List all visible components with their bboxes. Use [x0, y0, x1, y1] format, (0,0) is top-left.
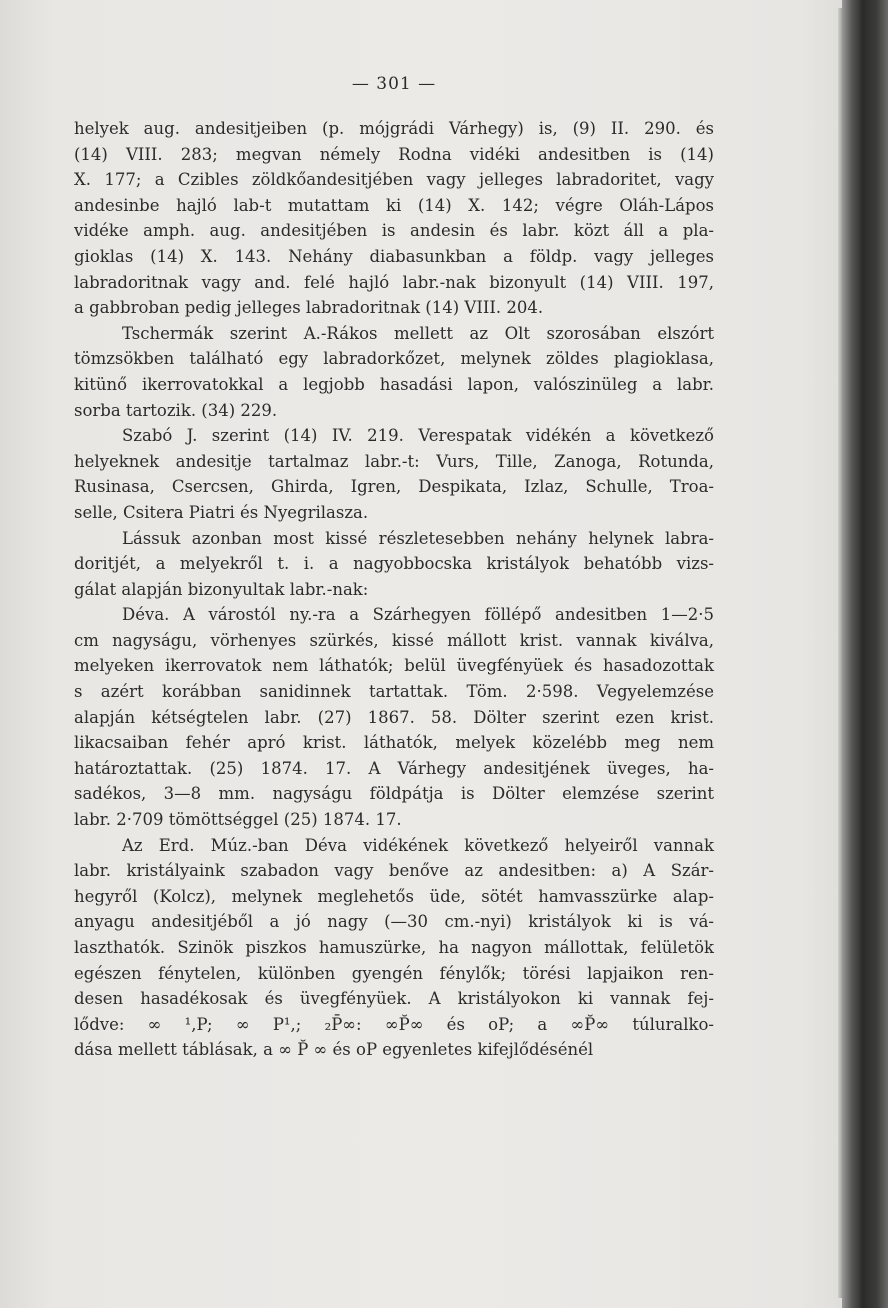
paragraph — [74, 526, 714, 603]
text-line: tömzsökben található egy labradorkőzet, melynek zöldes plagioklasa, — [74, 349, 714, 369]
text-line: lődve: ∞ ¹,P; ∞ P¹,; ₂P̄∞: ∞P̆∞ és oP; a ∞P̆∞ túluralko- — [74, 1014, 714, 1034]
text-line: helyek aug. andesitjeiben (p. mójgrádi Várhegy) is, (9) II. 290. és — [74, 119, 714, 138]
text-line: sadékos, 3—8 mm. nagyságu földpátja is Dölter elemzése szerint — [74, 784, 714, 804]
text-line: határoztattak. (25) 1874. 17. A Várhegy andesitjének üveges, ha- — [74, 758, 714, 778]
text-line: selle, Csitera Piatri és Nyegrilasza. — [74, 502, 369, 522]
text-line: Tschermák szerint A.-Rákos mellett az Olt szorosában elszórt — [122, 323, 714, 343]
text-line: labradoritnak vagy and. felé hajló labr.-nak bizonyult (14) VIII. 197, — [74, 272, 714, 292]
paragraph — [74, 423, 714, 525]
text-line: Az Erd. Múz.-ban Déva vidékének következő helyeiről vannak — [122, 835, 714, 855]
text-line: dása mellett táblásak, a ∞ P̆ ∞ és oP egyenletes kifejlődésénél — [74, 1040, 594, 1060]
text-line: helyeknek andesitje tartalmaz labr.-t: Vurs, Tille, Zanoga, Rotunda, — [74, 451, 714, 471]
body-text — [74, 116, 714, 1063]
text-line: alapján kétségtelen labr. (27) 1867. 58. Dölter szerint ezen krist. — [74, 707, 714, 727]
text-line: desen hasadékosak és üvegfényüek. A kristályokon ki vannak fej- — [74, 989, 714, 1009]
text-line: laszthatók. Szinök piszkos hamuszürke, ha nagyon mállottak, felületök — [74, 938, 714, 957]
text-line: cm nagyságu, vörhenyes szürkés, kissé mállott krist. vannak kiválva, — [74, 630, 714, 650]
text-line: doritjét, a melyekről t. i. a nagyobbocska kristályok behatóbb vizs- — [74, 554, 714, 574]
text-line: kitünő ikerrovatokkal a legjobb hasadási lapon, valószinüleg a labr. — [74, 374, 714, 394]
text-line: likacsaiban fehér apró krist. láthatók, melyek közelébb meg nem — [74, 733, 714, 753]
text-line: Rusinasa, Csercsen, Ghirda, Igren, Despikata, Izlaz, Schulle, Troa- — [74, 477, 714, 497]
text-line: X. 177; a Czibles zöldkőandesitjében vagy jelleges labradoritet, vagy — [74, 170, 714, 190]
paragraph — [74, 321, 714, 423]
text-line: labr. kristályaink szabadon vagy benőve az andesitben: a) A Szár- — [74, 861, 714, 881]
text-line: anyagu andesitjéből a jó nagy (—30 cm.-nyi) kristályok ki is vá- — [74, 912, 714, 932]
book-spine — [842, 0, 888, 1308]
page-number: — 301 — — [351, 74, 437, 94]
text-line: Szabó J. szerint (14) IV. 219. Verespatak vidékén a következő — [122, 426, 714, 446]
paragraph — [74, 602, 714, 832]
text-line: hegyről (Kolcz), melynek meglehetős üde, sötét hamvasszürke alap- — [74, 886, 714, 906]
text-line: egészen fénytelen, különben gyengén fénylők; törési lapjaikon ren- — [74, 963, 714, 983]
paragraph — [74, 833, 714, 1063]
text-line: s azért korábban sanidinnek tartattak. Töm. 2·598. Vegyelemzése — [74, 682, 714, 702]
text-line: Lássuk azonban most kissé részletesebben nehány helynek labra- — [122, 528, 714, 548]
text-line: melyeken ikerrovatok nem láthatók; belül üvegfényüek és hasadozottak — [74, 656, 714, 676]
text-line: andesinbe hajló lab-t mutattam ki (14) X. 142; végre Oláh-Lápos — [74, 195, 714, 215]
text-line: gioklas (14) X. 143. Nehány diabasunkban a földp. vagy jelleges — [74, 246, 714, 266]
text-line: vidéke amph. aug. andesitjében is andesin és labr. közt áll a pla- — [74, 221, 714, 241]
text-line: Déva. A várostól ny.-ra a Szárhegyen föllépő andesitben 1—2·5 — [122, 605, 714, 625]
text-line: labr. 2·709 tömöttséggel (25) 1874. 17. — [74, 810, 402, 830]
text-line: gálat alapján bizonyultak labr.-nak: — [74, 579, 369, 599]
text-line: (14) VIII. 283; megvan némely Rodna vidéki andesitben is (14) — [74, 144, 714, 164]
text-line: sorba tartozik. (34) 229. — [74, 400, 278, 420]
page-content — [74, 74, 714, 1063]
text-line: a gabbroban pedig jelleges labradoritnak (14) VIII. 204. — [74, 298, 544, 318]
paragraph — [74, 116, 714, 321]
